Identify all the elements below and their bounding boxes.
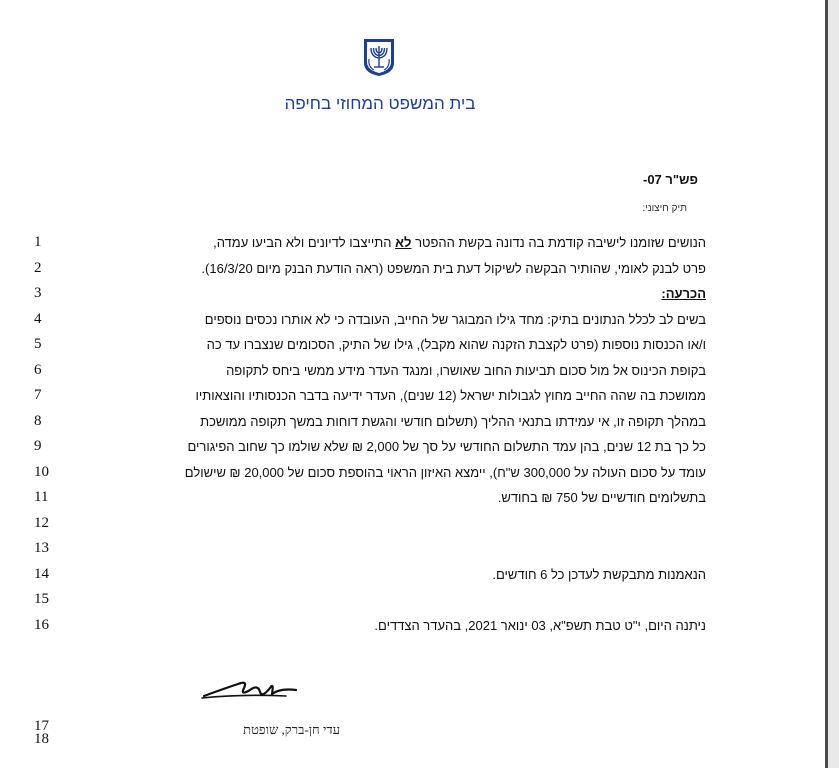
body-line: עומד על סכום העולה על 300,000 ש"ח), יימצא האיזון הראוי בהוספת סכום של 20,000 ₪ שישולם xyxy=(184,465,706,480)
case-number: פש"ר 07- xyxy=(642,172,698,187)
line-number: 18 xyxy=(34,731,49,747)
body-line: ניתנה היום, י"ט טבת תשפ"א, 03 ינואר 2021, בהעדר הצדדים. xyxy=(374,618,706,633)
handwritten-signature-icon xyxy=(200,670,310,706)
line-number: 2 xyxy=(34,260,42,276)
body-line: הנושים שזומנו לישיבה קודמת בה נדונה בקשת ההפטר לא התייצבו לדיונים ולא הביעו עמדה, xyxy=(213,235,706,250)
underlined-word: לא xyxy=(395,235,412,250)
body-line: הנאמנות מתבקשת לעדכן כל 6 חודשים. xyxy=(492,567,706,582)
line-number: 6 xyxy=(34,362,42,378)
state-emblem-icon xyxy=(362,37,396,77)
line-number: 16 xyxy=(34,617,49,633)
line-number: 12 xyxy=(34,515,49,531)
line-number: 5 xyxy=(34,336,42,352)
body-line: בקופת הכינוס אל מול סכום תביעות החוב שאושרו, ומנגד העדר מידע ממשי ביחס לתקופה xyxy=(226,363,706,378)
viewer-gutter xyxy=(828,0,839,768)
line-number: 14 xyxy=(34,566,49,582)
external-file-label: תיק חיצוני: xyxy=(642,203,687,214)
body-line: בתשלומים חודשיים של 750 ₪ בחודש. xyxy=(497,490,706,505)
body-line: בשים לב לכלל הנתונים בתיק: מחד גילו המבוגר של החייב, העובדה כי לא אותרו נכסים נוספים xyxy=(204,312,706,327)
line-number: 8 xyxy=(34,413,42,429)
line-number: 9 xyxy=(34,438,42,454)
line-number: 10 xyxy=(34,464,49,480)
body-line: כל כך בת 12 שנים, בהן עמד התשלום החודשי על סך של 2,000 ₪ שלא שולמו כך שחוב הפיגורים xyxy=(187,439,706,454)
line-number: 11 xyxy=(34,489,49,505)
body-line: במהלך תקופה זו, אי עמידתו בתנאי ההליך (תשלום חודשי והגשת דוחות במשך תקופה ממושכת xyxy=(200,414,706,429)
line-number: 1 xyxy=(34,234,42,250)
line-number: 7 xyxy=(34,387,42,403)
line-number: 3 xyxy=(34,285,42,301)
line-number: 13 xyxy=(34,540,49,556)
line-number: 4 xyxy=(34,311,42,327)
decision-heading: הכרעה: xyxy=(661,286,706,301)
body-line: פרט לבנק לאומי, שהותיר הבקשה לשיקול דעת בית המשפט (ראה הודעת הבנק מיום 16/3/20). xyxy=(201,261,706,276)
court-title: בית המשפט המחוזי בחיפה xyxy=(284,94,476,113)
body-line: ממושכת בה שהה החייב מחוץ לגבולות ישראל (12 שנים), העדר ידיעה בדבר הכנסותיו והוצאותיו xyxy=(195,388,706,403)
line-number: 15 xyxy=(34,591,49,607)
body-line: ו/או הכנסות נוספות (פרט לקצבת הזקנה שהוא מקבל), גילו של התיק, הסכומים שנצברו עד כה xyxy=(206,337,706,352)
line-number: 17 xyxy=(34,718,49,734)
signer-name: עדי חן-ברק, שופטת xyxy=(243,722,340,737)
